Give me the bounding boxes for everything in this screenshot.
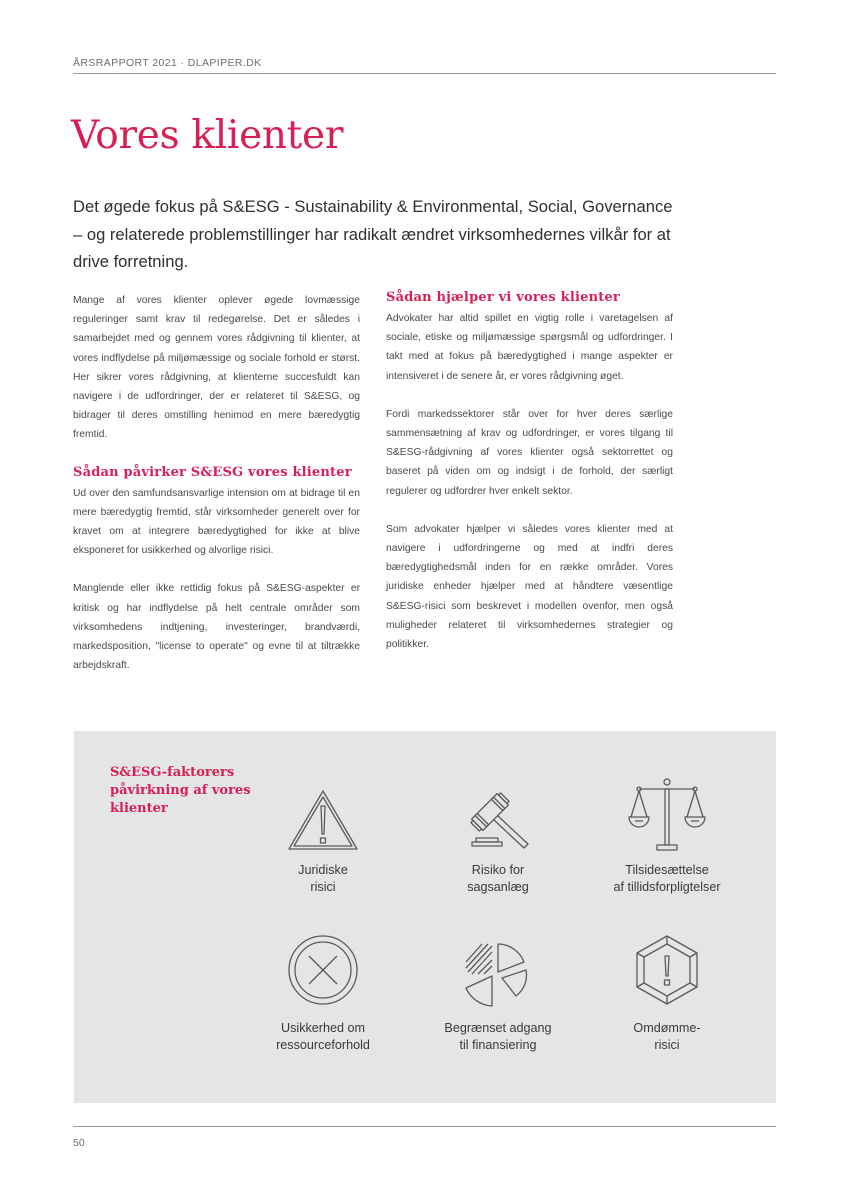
factor-label: Tilsidesættelse af tillidsforpligtelser bbox=[613, 863, 721, 894]
page-footer bbox=[73, 1126, 776, 1149]
factor-label: Omdømme- risici bbox=[633, 1021, 701, 1052]
circle-cross-icon bbox=[283, 932, 363, 1012]
factor-legal-risks bbox=[238, 784, 408, 895]
factor-label: Usikkerhed om ressourceforhold bbox=[276, 1021, 370, 1052]
impact-paragraph-2: Manglende eller ikke rettidig fokus på S&ESG-aspekter er kritisk og har indflydelse på helt centrale områder som virksomhedens indtjening, investeringer, brandværdi, markedsposition, "license to operate" og evne til at tiltrække arbejdskraft. bbox=[73, 583, 360, 672]
intro-paragraph: Mange af vores klienter oplever øgede lovmæssige reguleringer samt krav til redegørelse. Det er således i samarbejdet med og gennem vores rådgivning til klienter, at vores indflydelse på miljømæssige og sociale forhold er størst. Her sikrer vores rådgivning, at klienterne succesfuldt kan navigere i de udfordringer, der er relateret til S&ESG, og bidrager til deres omstilling henimod en mere bæredygtig fremtid. bbox=[73, 295, 360, 441]
factors-panel bbox=[74, 731, 776, 1103]
factor-resource-uncertainty bbox=[238, 932, 408, 1053]
left-column bbox=[73, 291, 360, 675]
impact-paragraph-1: Ud over den samfundsansvarlige intension om at bidrage til en mere bæredygtig fremtid, står virksomheder generelt over for kravet om at integrere bæredygtighed for ikke at blive eksponeret for usikkerhed og alvorlige risici. bbox=[73, 487, 360, 557]
warning-triangle-icon bbox=[283, 784, 363, 854]
pie-chart-icon bbox=[458, 932, 538, 1012]
section-heading-impact: Sådan påvirker S&ESG vores klienter bbox=[73, 464, 352, 480]
factor-litigation-risk bbox=[413, 784, 583, 895]
factor-fiduciary-breach bbox=[582, 777, 752, 895]
help-paragraph-2: Fordi markedssektorer står over for hver deres særlige sammensætning af krav og udfordringer, er vores tilgang til S&ESG-rådgivning af vores klienter også sektorrettet og baseret på viden om og indsigt i de forhold, der særligt regulerer og udfordrer hver enkelt sektor. bbox=[386, 408, 673, 497]
help-paragraph-3: Som advokater hjælper vi således vores klienter med at navigere i udfordringerne og med at indfri deres bæredygtighedsmål inden for en række områder. Vores juridiske enheder hjælper med at håndtere væsentlige S&ESG-risici som beskrevet i modellen ovenfor, men også muligheder relateret til virksomhedernes strategier og politikker. bbox=[386, 523, 673, 651]
page-header bbox=[73, 53, 776, 74]
section-heading-help: Sådan hjælper vi vores klienter bbox=[386, 290, 620, 305]
page-title: Vores klienter bbox=[71, 113, 344, 158]
scales-icon bbox=[627, 777, 707, 854]
panel-title: S&ESG-faktorers påvirkning af vores klienter bbox=[110, 765, 251, 816]
factor-reputation-risk bbox=[582, 932, 752, 1053]
factor-label: Risiko for sagsanlæg bbox=[467, 863, 529, 894]
help-paragraph-1: Advokater har altid spillet en vigtig rolle i varetagelsen af sociale, etiske og miljømæssige spørgsmål og udfordringer. I takt med at fokus på bæredygtighed i mange aspekter er intensiveret i de senere år, er vores rådgivning øget. bbox=[386, 313, 673, 382]
hexagon-warning-icon bbox=[627, 932, 707, 1012]
lead-paragraph: Det øgede fokus på S&ESG - Sustainability & Environmental, Social, Governance – og relaterede problemstillinger har radikalt ændret virksomhedernes vilkår for at drive forretning. bbox=[73, 197, 673, 271]
page-number: 50 bbox=[73, 1137, 85, 1149]
header-text: ÅRSRAPPORT 2021 · DLAPIPER.DK bbox=[73, 57, 262, 69]
gavel-icon bbox=[458, 784, 538, 854]
right-column bbox=[386, 289, 673, 654]
factor-limited-financing bbox=[413, 932, 583, 1053]
factor-label: Begrænset adgang til finansiering bbox=[444, 1021, 552, 1052]
factor-label: Juridiske risici bbox=[298, 863, 348, 894]
